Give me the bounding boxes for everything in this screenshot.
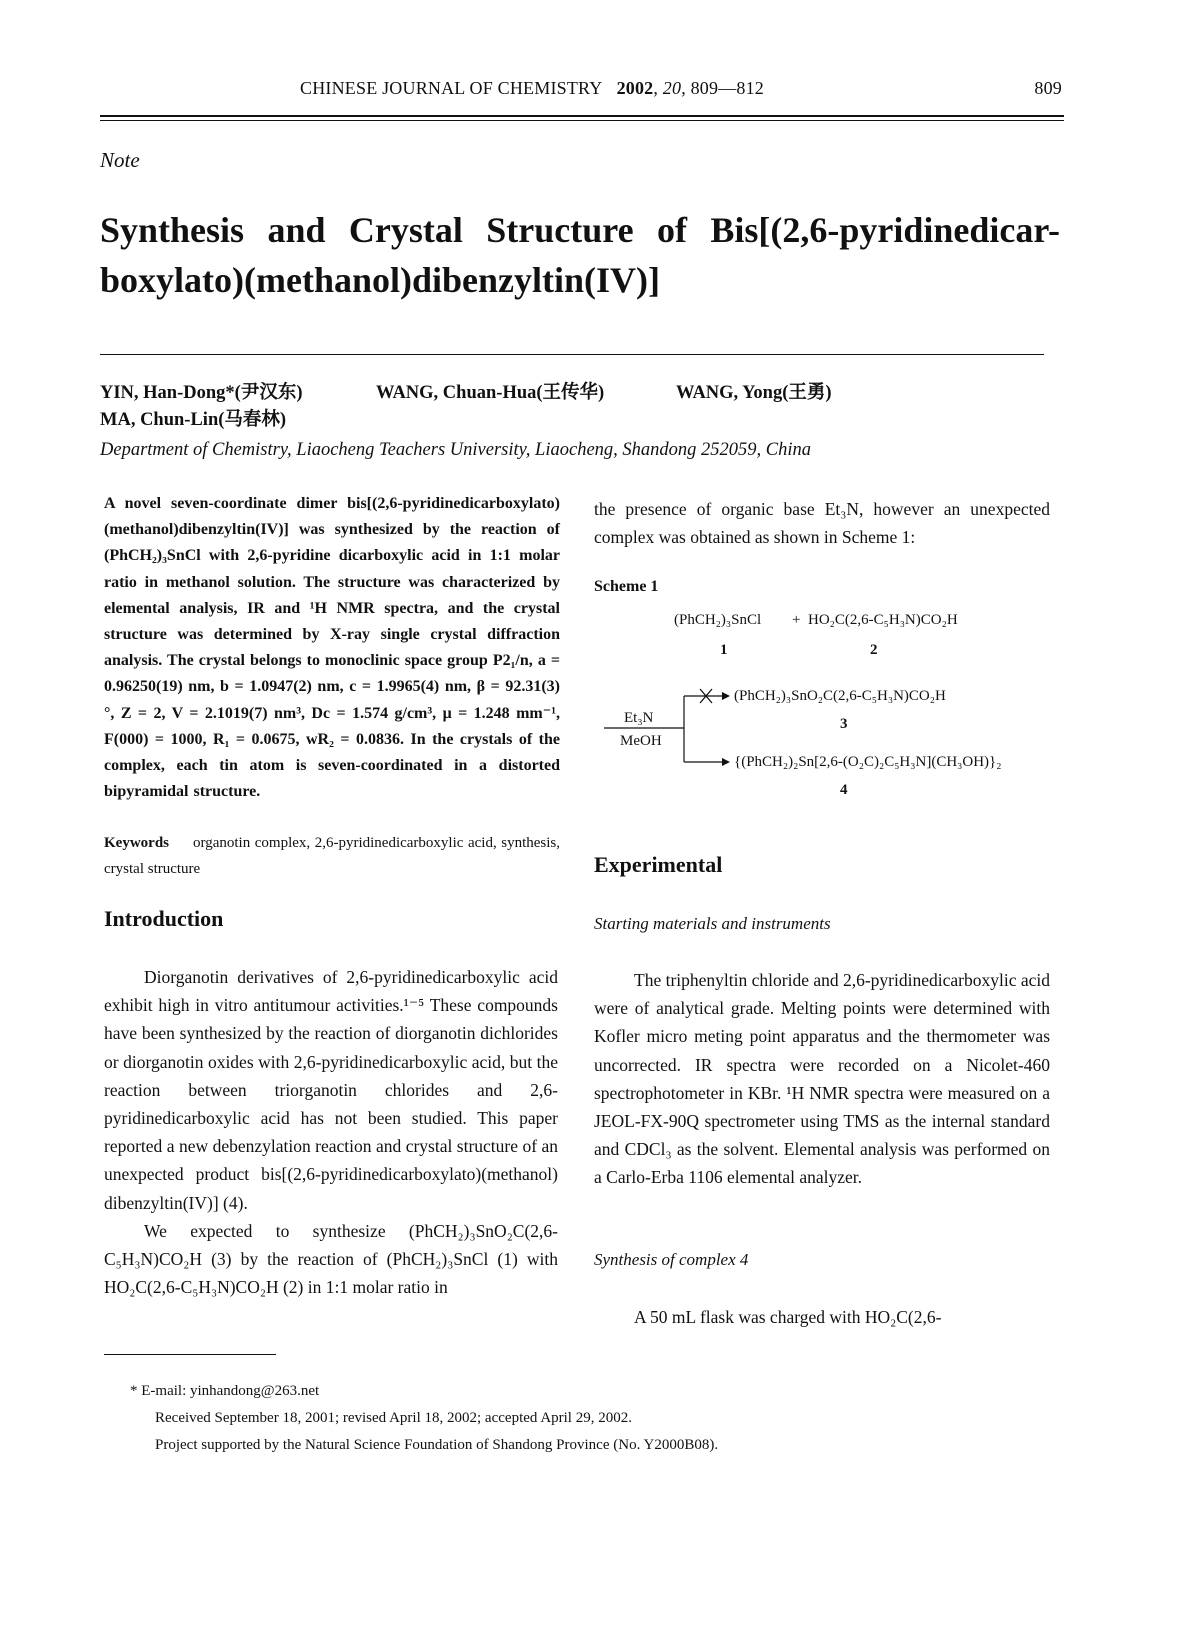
subsection-synthesis: Synthesis of complex 4: [594, 1250, 749, 1269]
scheme-reagent-solvent: MeOH: [620, 733, 662, 749]
author-list: [100, 380, 1060, 434]
introduction-body: [104, 963, 558, 1301]
header-rule-thin: [100, 120, 1064, 121]
scheme-plus-sign: +: [792, 612, 801, 628]
scheme-compound-number-4: 4: [840, 782, 848, 798]
introduction-paragraph-1: Diorganotin derivatives of 2,6-pyridinedicarboxylic acid exhibit high in vitro antitumour activities.¹⁻⁵ These compounds have been synthesized by the reaction of diorganotin dichlorides or diorganotin oxides with 2,6-pyridinedicarboxylic acid, but the reaction between triorganotin chlorides and 2,6-pyridinedicarboxylic acid has not been studied. This paper reported a new debenzylation reaction and crystal structure of an unexpected product bis[(2,6-pyridinedicarboxylato)(methanol) dibenzyltin(IV)] (4).: [104, 967, 558, 1213]
synthesis-body: [594, 1303, 1050, 1331]
author-4: MA, Chun-Lin(马春林): [100, 410, 287, 430]
journal-volume: 20: [662, 78, 682, 98]
scheme-compound-number-1: 1: [720, 642, 728, 658]
author-2: WANG, Chuan-Hua(王传华): [376, 383, 605, 403]
scheme-expected-product: (PhCH₂)₃SnO₂C(2,6-C₅H₃N)CO₂H: [734, 688, 946, 704]
introduction-heading: Introduction: [104, 906, 224, 931]
scheme-reactant-1: (PhCH₂)₃SnCl: [674, 612, 762, 628]
footnote-project: Project supported by the Natural Science Foundation of Shandong Province (No. Y2000B08).: [155, 1437, 719, 1453]
author-3: WANG, Yong(王勇): [676, 383, 832, 403]
footnotes: [130, 1378, 718, 1459]
article-title: [100, 205, 1060, 305]
scheme-compound-number-2: 2: [870, 642, 878, 658]
scheme-reactant-2: HO₂C(2,6-C₅H₃N)CO₂H: [808, 612, 958, 628]
running-head: [100, 76, 1092, 104]
experimental-paragraph-1: The triphenyltin chloride and 2,6-pyridinedicarboxylic acid were of analytical grade. Melting points were determined with Kofler micro meting point apparatus and the thermometer was uncorrected. IR spectra were recorded on a Nicolet-460 spectrophotometer in KBr. ¹H NMR spectra were measured on a JEOL-FX-90Q spectrometer using TMS as the internal standard and CDCl₃ as the solvent. Elemental analysis was performed on a Carlo-Erba 1106 elemental analyzer.: [594, 970, 1050, 1188]
synthesis-paragraph: A 50 mL flask was charged with HO₂C(2,6-: [634, 1307, 942, 1327]
introduction-paragraph-2: We expected to synthesize (PhCH₂)₃SnO₂C(2,6-C₅H₃N)CO₂H (3) by the reaction of (PhCH₂)₃SnCl (1) with HO₂C(2,6-C₅H₃N)CO₂H (2) in 1:1 molar ratio in: [104, 1220, 558, 1298]
header-rule: [100, 115, 1064, 117]
footnote-email: * E-mail: yinhandong@263.net: [130, 1383, 320, 1399]
footnote-received: Received September 18, 2001; revised April 18, 2002; accepted April 29, 2002.: [155, 1410, 632, 1426]
keywords: [104, 830, 560, 882]
scheme-compound-number-3: 3: [840, 716, 848, 732]
title-line-2: boxylato)(methanol)dibenzyltin(IV)]: [100, 260, 660, 300]
journal-citation: CHINESE JOURNAL OF CHEMISTRY 2002, 20, 809—812: [300, 78, 765, 98]
journal-pages: 809—812: [690, 78, 765, 98]
page-number: 809: [1034, 78, 1062, 98]
keywords-label: Keywords: [104, 835, 169, 851]
experimental-heading: Experimental: [594, 852, 723, 877]
title-rule: [100, 354, 1044, 355]
author-1: YIN, Han-Dong*(尹汉东): [100, 383, 303, 403]
abstract: A novel seven-coordinate dimer bis[(2,6-pyridinedicarboxylato)(methanol)dibenzyltin(IV)] was synthesized by the reaction of (PhCH₂)₃SnCl with 2,6-pyridine dicarboxylic acid in 1:1 molar ratio in methanol solution. The structure was characterized by elemental analysis, IR and ¹H NMR spectra, and the crystal structure was determined by X-ray single crystal diffraction analysis. The crystal belongs to monoclinic space group P2₁/n, a = 0.96250(19) nm, b = 1.0947(2) nm, c = 1.9965(4) nm, β = 92.31(3)°, Z = 2, V = 2.1019(7) nm³, Dc = 1.574 g/cm³, μ = 1.248 mm⁻¹, F(000) = 1000, R₁ = 0.0675, wR₂ = 0.0836. In the crystals of the complex, each tin atom is seven-coordinated in a distorted bipyramidal structure.: [104, 495, 560, 801]
scheme-obtained-product: {(PhCH₂)₂Sn[2,6-(O₂C)₂C₅H₃N](CH₃OH)}₂: [734, 754, 1002, 770]
scheme-reagent-base: Et₃N: [624, 710, 654, 726]
journal-name: CHINESE JOURNAL OF CHEMISTRY: [300, 78, 603, 98]
subsection-starting-materials: Starting materials and instruments: [594, 914, 831, 933]
experimental-body: [594, 966, 1050, 1192]
journal-year: 2002: [616, 78, 654, 98]
reaction-scheme: [594, 600, 1064, 800]
scheme-product-arrowhead: [722, 758, 730, 766]
scheme-label: Scheme 1: [594, 578, 659, 595]
affiliation: Department of Chemistry, Liaocheng Teachers University, Liaocheng, Shandong 252059, China: [100, 440, 812, 460]
article-type-label: Note: [100, 148, 140, 172]
right-column-continuation: the presence of organic base Et₃N, however an unexpected complex was obtained as shown in Scheme 1:: [594, 499, 1050, 548]
scheme-blocked-arrowhead: [722, 692, 730, 700]
footnote-rule: [104, 1354, 276, 1355]
title-line-1: Synthesis and Crystal Structure of Bis[(2,6-pyridinedicar-: [100, 210, 1060, 250]
keywords-text: organotin complex, 2,6-pyridinedicarboxylic acid, synthesis, crystal structure: [104, 835, 560, 877]
